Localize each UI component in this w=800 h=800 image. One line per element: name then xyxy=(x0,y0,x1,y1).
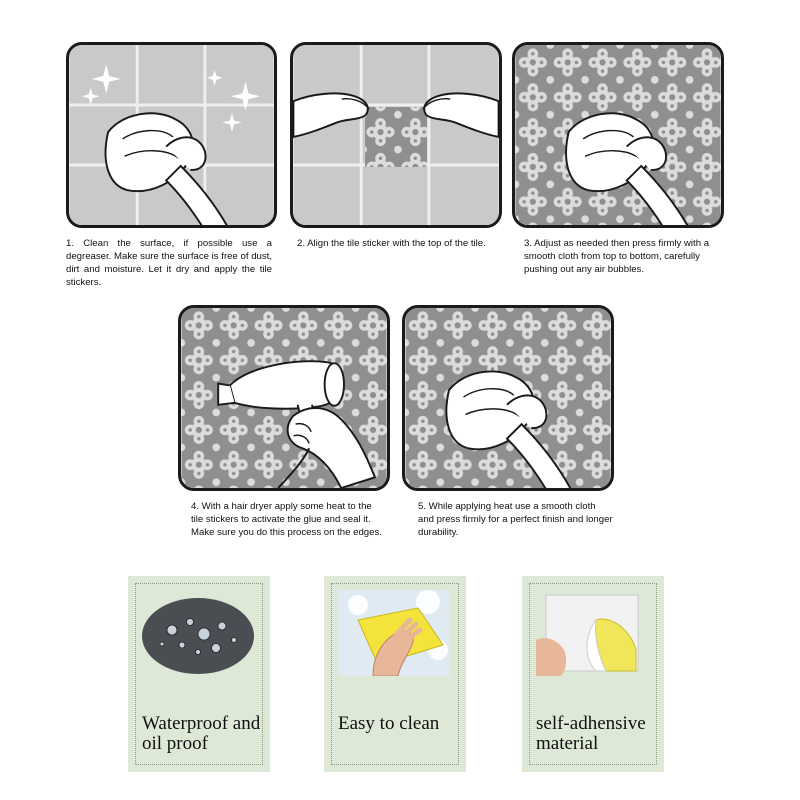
feature-label: self-adhensive material xyxy=(536,713,646,754)
step-1-illustration xyxy=(66,42,277,228)
feature-label: Waterproof and oil proof xyxy=(142,713,261,754)
plain-tiles-hand-wipe-icon xyxy=(69,45,274,225)
hands-align-sticker-icon xyxy=(293,45,499,225)
cleaning-cloth-icon xyxy=(338,590,450,676)
step-4-illustration xyxy=(178,305,390,491)
hand-press-cloth-icon xyxy=(515,45,721,225)
hair-dryer-icon xyxy=(181,308,387,488)
step-4-caption: 4. With a hair dryer apply some heat to the tile stickers to activate the glue and seal it. Make sure you do this process on the edges. xyxy=(191,501,382,538)
hand-press-cloth-icon xyxy=(405,308,611,488)
step-3-illustration xyxy=(512,42,724,228)
step-2-caption: 2. Align the tile sticker with the top of the tile. xyxy=(297,238,486,249)
step-3-caption: 3. Adjust as needed then press firmly with a smooth cloth from top to bottom, carefully pushing out any air bubbles. xyxy=(524,238,710,275)
peeling-sticker-icon xyxy=(536,590,648,676)
step-5-illustration xyxy=(402,305,614,491)
feature-card-waterproof xyxy=(128,576,270,772)
step-1-caption: 1. Clean the surface, if possible use a degreaser. Make sure the surface is free of dust, dirt and moisture. Let it dry and apply the tile stickers. xyxy=(66,238,272,288)
feature-card-self-adhesive xyxy=(522,576,664,772)
feature-card-easy-clean xyxy=(324,576,466,772)
step-5-caption: 5. While applying heat use a smooth cloth and press firmly for a perfect finish and longer durability. xyxy=(418,501,613,538)
water-droplets-icon xyxy=(142,590,254,676)
feature-label: Easy to clean xyxy=(338,713,440,734)
step-2-illustration xyxy=(290,42,502,228)
